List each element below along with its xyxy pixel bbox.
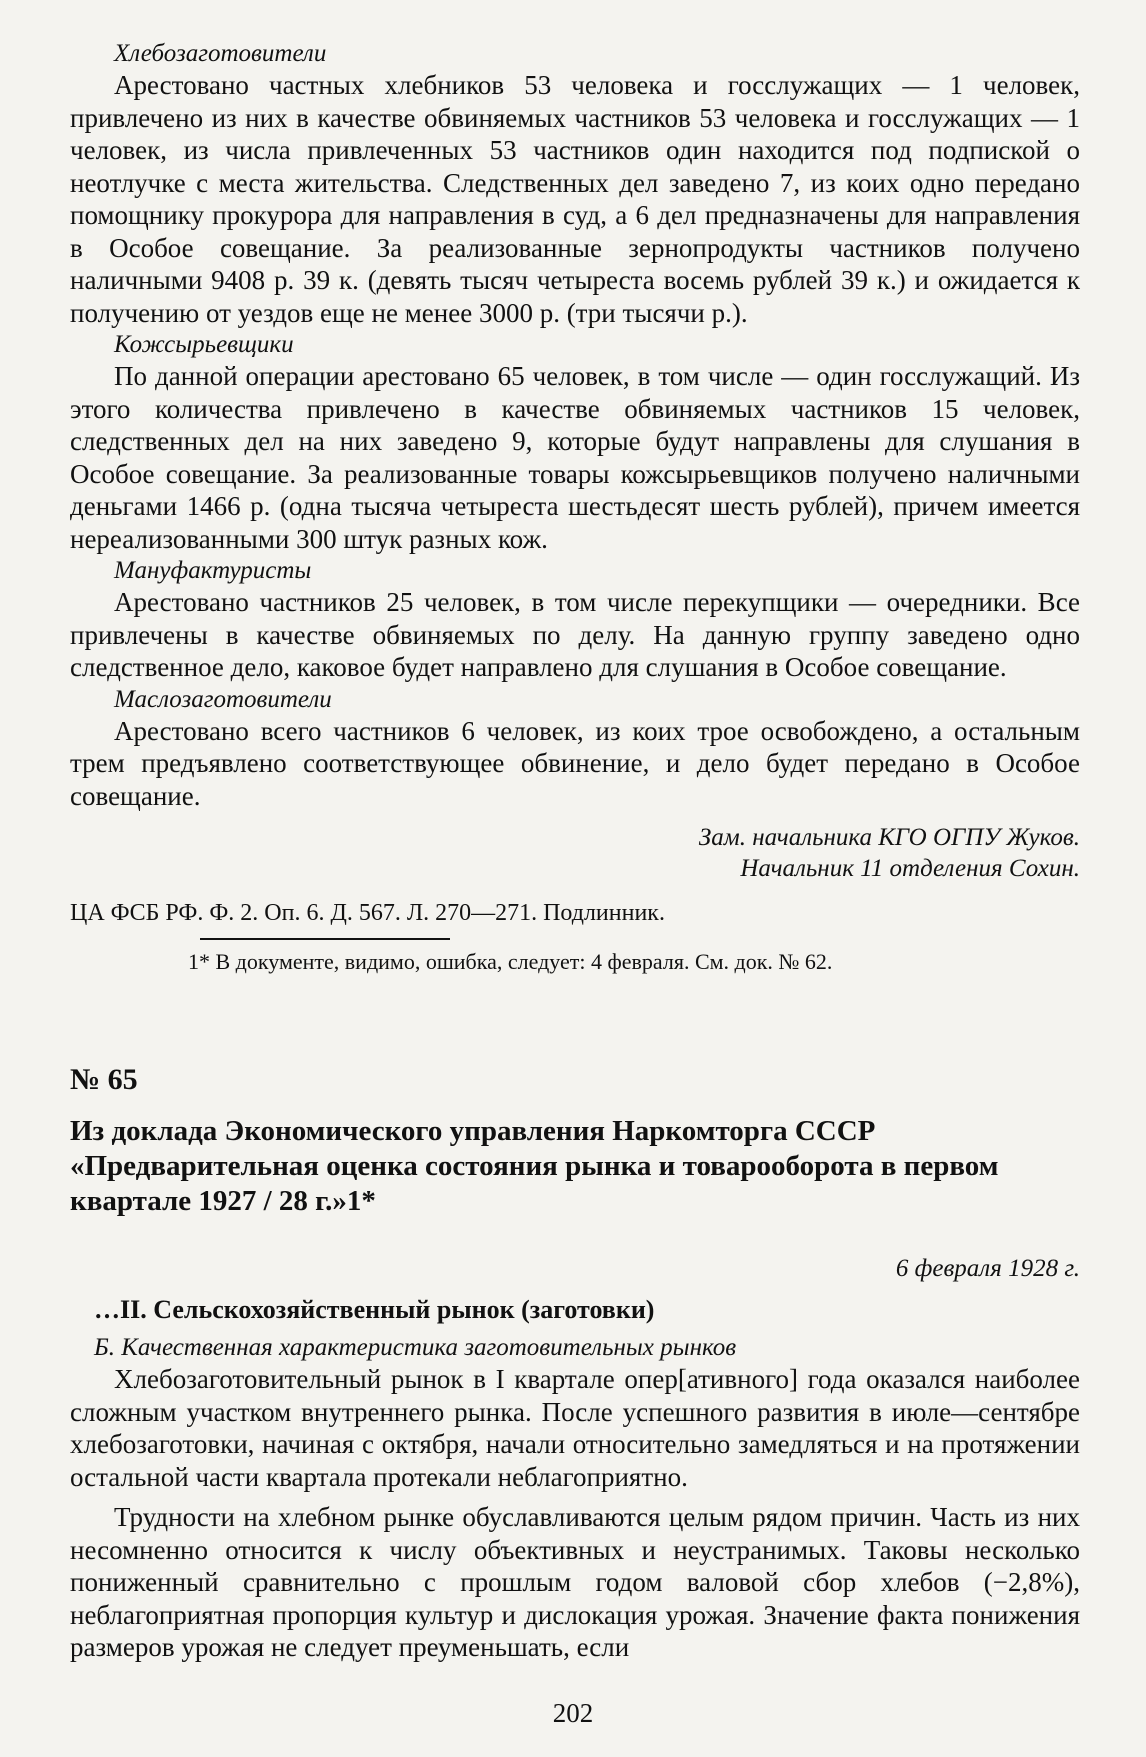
paragraph-leather: По данной операции арестовано 65 человек, в том числе — один госслужащий. Из этого количества привлечено в качестве обвиняемых частников 15 человек, следственных дел на них заведено 9, которые будут направлены для слушания в Особое совещание. За реализованные товары кожсырьевщиков получено наличными деньгами 1466 р. (одна тысяча четыреста шестьдесят шесть рублей), причем имеется нереализованными 300 штук разных кож. xyxy=(70,361,1080,554)
signature-chief: Начальник 11 отделения Сохин. xyxy=(740,855,1080,882)
paragraph-grain-market: Хлебозаготовительный рынок в I квартале опер[ативного] года оказался наиболее сложным участком внутреннего рынка. После успешного развития в июле—сентябре хлебозаготовки, начиная с октября, начали относительно замедляться и на протяжении остальной части квартала протекали неблагоприятно. xyxy=(70,1364,1080,1492)
subpart-heading: Б. Качественная характеристика заготовительных рынков xyxy=(94,1334,737,1361)
part-heading: …II. Сельскохозяйственный рынок (заготовки) xyxy=(94,1295,655,1324)
paragraph-butter: Арестовано всего частников 6 человек, из коих трое освобождено, а остальным трем предъявлено соответствующее обвинение, и дело будет передано в Особое совещание. xyxy=(70,715,1080,811)
paragraph-difficulties: Трудности на хлебном рынке обуславливаются целым рядом причин. Часть из них несомненно относится к числу объективных и неустранимых. Таковы несколько пониженный сравнительно с прошлым годом валовой сбор хлебов (−2,8%), неблагоприятная пропорция культур и дислокация урожая. Значение факта понижения размеров урожая не следует преуменьшать, если xyxy=(70,1502,1080,1662)
document-date: 6 февраля 1928 г. xyxy=(895,1255,1080,1282)
section-heading-grain: Хлебозаготовители xyxy=(114,40,327,67)
section-heading-leather: Кожсырьевщики xyxy=(114,331,294,358)
footnote-divider xyxy=(200,938,450,940)
document-title: Из доклада Экономического управления Наркомторга СССР «Предварительная оценка состояния рынка и товарооборота в первом квартале 1927 / 28 г.»1* xyxy=(70,1115,999,1217)
section-heading-butter: Маслозаготовители xyxy=(114,685,332,713)
document-number: № 65 xyxy=(70,1063,138,1096)
page-number: 202 xyxy=(552,1698,594,1728)
section-heading-textile: Мануфактуристы xyxy=(114,557,312,584)
signature-deputy: Зам. начальника КГО ОГПУ Жуков. xyxy=(698,824,1080,851)
paragraph-textile: Арестовано частников 25 человек, в том числе перекупщики — очередники. Все привлечены в качестве обвиняемых по делу. На данную группу заведено одно следственное дело, каковое будет направлено для слушания в Особое совещание. xyxy=(70,587,1080,682)
archive-source: ЦА ФСБ РФ. Ф. 2. Оп. 6. Д. 567. Л. 270—271. Подлинник. xyxy=(70,900,665,926)
paragraph-grain: Арестовано частных хлебников 53 человека и госслужащих — 1 человек, привлечено из них в качестве обвиняемых частников 53 человека и госслужащих — 1 человек, из числа привлеченных 53 частников один находится под подпиской о неотлучке с места жительства. Следственных дел заведено 7, из коих одно передано помощнику прокурора для направления в суд, а 6 дел предназначены для направления в Особое совещание. За реализованные зернопродукты частников получено наличными 9408 р. 39 к. (девять тысяч четыреста восемь рублей 39 к.) и ожидается к получению от уездов еще не менее 3000 р. (три тысячи р.). xyxy=(70,70,1080,328)
footnote: 1* В документе, видимо, ошибка, следует: 4 февраля. См. док. № 62. xyxy=(188,949,833,974)
